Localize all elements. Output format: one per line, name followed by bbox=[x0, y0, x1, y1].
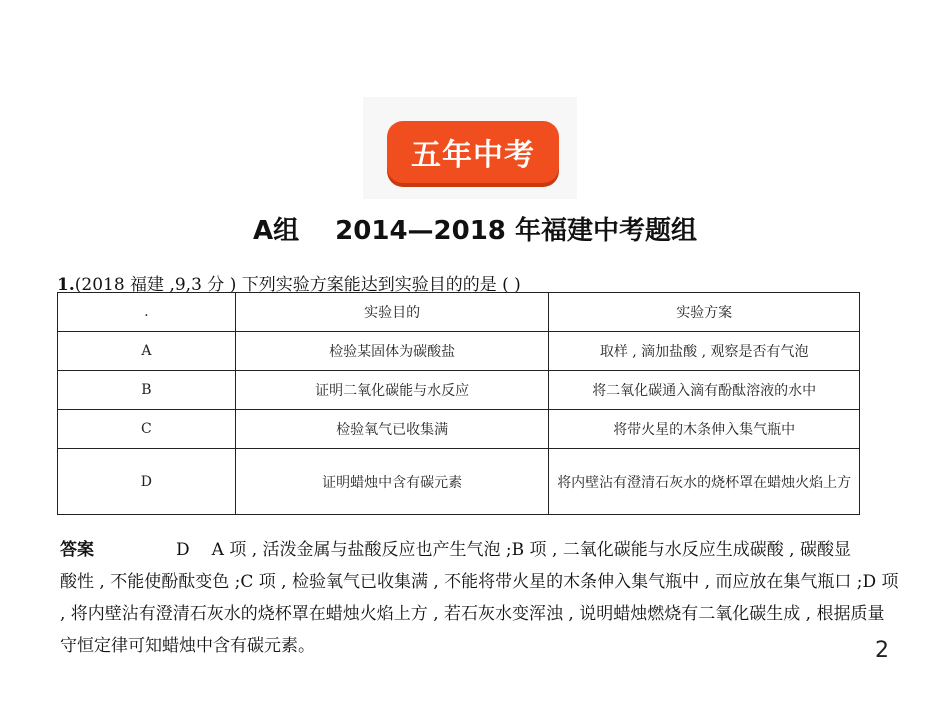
group-title bbox=[0, 210, 950, 247]
table-header-goal: 实验目的 bbox=[235, 293, 549, 332]
group-title-label: A组 bbox=[253, 216, 300, 246]
table-row bbox=[58, 371, 860, 410]
question-text: (2018 福建 ,9,3 分 ) 下列实验方案能达到实验目的的是 ( ) bbox=[74, 275, 521, 295]
experiment-table bbox=[57, 292, 860, 515]
table-header-row bbox=[58, 293, 860, 332]
answer-explanation-1: A 项 , 活泼金属与盐酸反应也产生气泡 ;B 项 , 二氧化碳能与水反应生成碳酸 , 碳酸显 bbox=[211, 540, 851, 560]
table-header-plan: 实验方案 bbox=[549, 293, 860, 332]
group-title-text: 2014—2018 年福建中考题组 bbox=[335, 216, 697, 246]
table-header-option: . bbox=[58, 293, 236, 332]
answer-first-line bbox=[60, 534, 900, 566]
table-row bbox=[58, 410, 860, 449]
table-row bbox=[58, 332, 860, 371]
table-cell-goal: 检验氧气已收集满 bbox=[235, 410, 549, 449]
page-number: 2 bbox=[875, 638, 889, 663]
answer-choice: D bbox=[176, 540, 190, 560]
table-cell-goal: 检验某固体为碳酸盐 bbox=[235, 332, 549, 371]
table-cell-plan: 将内壁沾有澄清石灰水的烧杯罩在蜡烛火焰上方 bbox=[549, 449, 860, 515]
table-cell-plan: 将带火星的木条伸入集气瓶中 bbox=[549, 410, 860, 449]
answer-explanation-2: 酸性 , 不能使酚酞变色 ;C 项 , 检验氧气已收集满 , 不能将带火星的木条伸入集气瓶中 , 而应放在集气瓶口 ;D 项 , 将内壁沾有澄清石灰水的烧杯罩在蜡烛火焰上方 , 若石灰水变浑浊 , 说明蜡烛燃烧有二氧化碳生成 , 根据质量守恒定律可知蜡烛中含有碳元素。 bbox=[60, 572, 899, 656]
table-cell-option: C bbox=[58, 410, 236, 449]
section-badge bbox=[387, 121, 559, 183]
table-cell-plan: 取样 , 滴加盐酸 , 观察是否有气泡 bbox=[549, 332, 860, 371]
table-cell-option: A bbox=[58, 332, 236, 371]
table-cell-plan: 将二氧化碳通入滴有酚酞溶液的水中 bbox=[549, 371, 860, 410]
table-cell-option: B bbox=[58, 371, 236, 410]
section-badge-area bbox=[363, 97, 577, 199]
table-cell-goal: 证明二氧化碳能与水反应 bbox=[235, 371, 549, 410]
section-badge-text: 五年中考 bbox=[411, 138, 535, 173]
answer-block bbox=[60, 534, 900, 662]
answer-label: 答案 bbox=[60, 540, 94, 560]
table-cell-goal: 证明蜡烛中含有碳元素 bbox=[235, 449, 549, 515]
table-cell-option: D bbox=[58, 449, 236, 515]
table-row bbox=[58, 449, 860, 515]
question-number: 1. bbox=[57, 275, 75, 295]
